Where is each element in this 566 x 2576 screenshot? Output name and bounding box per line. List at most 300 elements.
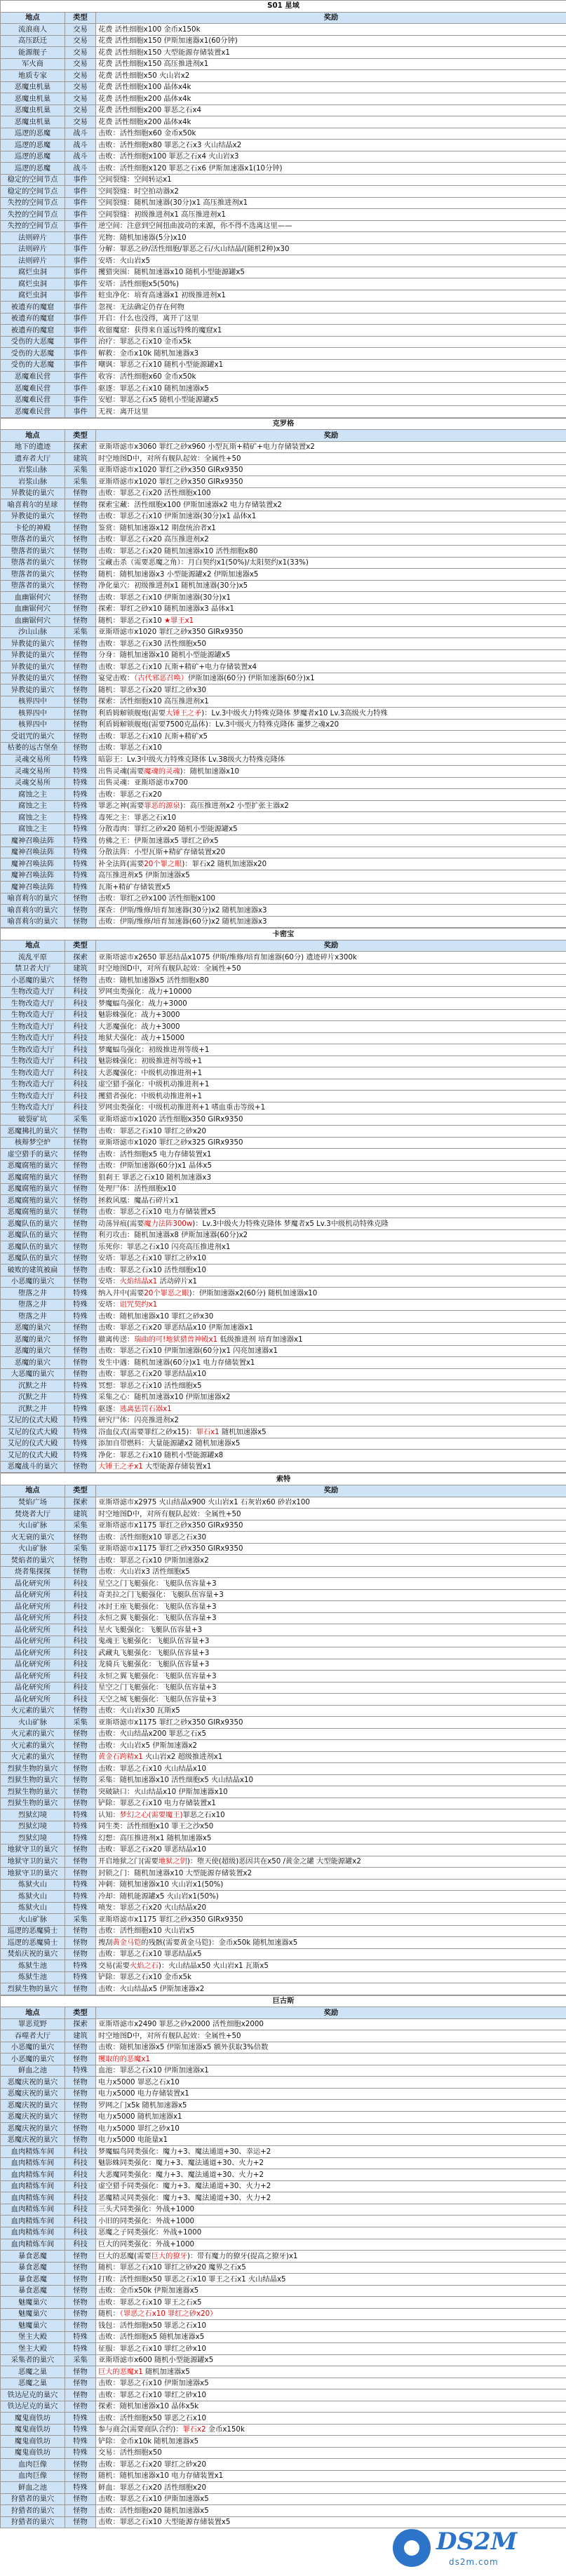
type-cell: 战斗 (65, 128, 96, 140)
reward-cell: 罗网虫类强化：战力+10000 (96, 986, 566, 998)
type-cell: 怪物 (65, 2366, 96, 2378)
reward-cell: 铲除：罪恶之石x10 电力存储装置x1 (96, 1798, 566, 1809)
reward-cell: 花费 活性细胞x200 晶体x4k (96, 93, 566, 105)
location-cell: 火元素的巢穴 (1, 1751, 65, 1763)
table-row (1, 1137, 566, 1149)
reward-cell: 时空地图D中，对所有舰队起效：全属性+50 (96, 2030, 566, 2042)
section-title: 克罗格 (1, 418, 566, 430)
location-cell: 高压跃迁 (1, 35, 65, 47)
reward-cell: 击败：罪恶之石x10 电力存储装置x5 (96, 1206, 566, 1218)
column-header-row (1, 12, 566, 24)
location-cell: 烈狱幻境 (1, 1809, 65, 1821)
type-cell: 战斗 (65, 163, 96, 175)
type-cell: 科技 (65, 2204, 96, 2216)
reward-cell: 魅影蛛强化：战力+3000 (96, 1009, 566, 1021)
table-row (1, 1751, 566, 1763)
table-row (1, 998, 566, 1010)
table-row (1, 511, 566, 522)
table-row (1, 209, 566, 221)
table-row (1, 823, 566, 835)
type-cell: 科技 (65, 2169, 96, 2181)
location-cell: 岩浆山脉 (1, 464, 65, 476)
type-cell: 怪物 (65, 1925, 96, 1937)
reward-cell: 魅影蛛强化：初级推进剂等级+1 (96, 1056, 566, 1067)
type-cell: 事件 (65, 186, 96, 198)
reward-cell: 击败：罪恶之石x20 罪恶结晶x10 (96, 1368, 566, 1380)
table-row (1, 882, 566, 893)
table-row (1, 35, 566, 47)
location-cell: 失控的空间节点 (1, 197, 65, 209)
location-cell: 恶魔拂扎的巢穴 (1, 1126, 65, 1138)
table-row (1, 2470, 566, 2482)
location-cell: 晶化研究所 (1, 1659, 65, 1671)
location-cell: 堕落者的巢穴 (1, 569, 65, 581)
table-row (1, 336, 566, 348)
location-cell: 生物改造大厅 (1, 1032, 65, 1044)
location-cell: 受伤的大恶魔 (1, 348, 65, 360)
table-row (1, 1948, 566, 1960)
table-row (1, 2274, 566, 2286)
type-cell: 怪物 (65, 2320, 96, 2332)
table-row (1, 743, 566, 755)
reward-cell: 净化：罪恶之石x10 随机小型能源罐x8 (96, 1450, 566, 1462)
type-cell: 怪物 (65, 708, 96, 720)
table-row (1, 128, 566, 140)
type-cell: 科技 (65, 1589, 96, 1601)
reward-cell: 打败：活性细胞x50 罪恶之石x10 罪王之石x1 火山结晶x5 (96, 2274, 566, 2286)
location-cell: 生物改造大厅 (1, 1056, 65, 1067)
reward-cell: 亚斯塔滤市x2650 罪恶结晶x1075 伊斯/维修/培育加速器(60分) 遗迹碎片x300k (96, 952, 566, 964)
type-cell: 建筑 (65, 1509, 96, 1520)
reward-cell: 幻想：高压推进剂x1 随机加速器x5 (96, 1833, 566, 1845)
reward-cell: 利盾姆解锁舰炮(需要7500克晶体)：Lv.3中级火力特殊克隆体 噩梦之魂x20 (96, 719, 566, 731)
reward-cell: 逆空间：注意到空间扭曲波动的来源，你不得不选离这里—— (96, 220, 566, 232)
highlighted-reward: 巨大的獠牙 (151, 2251, 187, 2260)
reward-cell: 击败：随机加速器x5 伊斯加速器x5 额外获取3%倍数 (96, 2042, 566, 2054)
reward-cell: 空间裂缝：空间转运x1 (96, 174, 566, 186)
type-cell: 怪物 (65, 1740, 96, 1752)
type-cell: 怪物 (65, 2251, 96, 2263)
type-cell: 怪物 (65, 893, 96, 905)
table-row (1, 2216, 566, 2227)
reward-cell: 击败：火山岩x30 瓦斯x5 (96, 1705, 566, 1717)
table-row (1, 2018, 566, 2030)
location-cell: 流乱平原 (1, 952, 65, 964)
location-cell: 巡逻的恶魔 (1, 128, 65, 140)
location-cell: 虚空猎手的巢穴 (1, 1149, 65, 1161)
reward-cell: 击败：罪恶之石x10 火山结晶x10 (96, 1763, 566, 1775)
location-cell: 禁卫者大厅 (1, 963, 65, 975)
table-row (1, 2204, 566, 2216)
reward-cell: 蛀虫净化：培育高速器x1 初级推进剂x1 (96, 290, 566, 302)
location-cell: 堕落之井 (1, 1311, 65, 1323)
location-cell: 魔鬼商铁坊 (1, 2424, 65, 2436)
type-cell: 交易 (65, 47, 96, 59)
table-row (1, 2146, 566, 2158)
type-cell: 采集 (65, 2354, 96, 2366)
location-cell: 枯萎的远古堡垒 (1, 743, 65, 755)
location-cell: 血幽锯何穴 (1, 592, 65, 604)
type-cell: 怪物 (65, 1844, 96, 1856)
location-cell: 血肉精炼车间 (1, 2239, 65, 2251)
table-row (1, 1311, 566, 1323)
reward-cell: 花费 活性细胞x150 伊斯加速器x1(60分钟) (96, 35, 566, 47)
table-row (1, 1403, 566, 1415)
column-header-row (1, 940, 566, 952)
reward-cell: 喷发：罪恶之石x20 火山结晶x20 (96, 1902, 566, 1914)
reward-cell: 冰封王座飞艇强化：飞艇队伍容量+3 (96, 1601, 566, 1613)
table-row (1, 812, 566, 824)
table-row (1, 1786, 566, 1798)
type-cell: 怪物 (65, 546, 96, 558)
reward-cell: 击败：罪恶之石x10 罪红之砂x20 (96, 1126, 566, 1138)
table-row (1, 140, 566, 151)
location-cell: 魔神召唤法阵 (1, 870, 65, 882)
location-cell: 核界四中 (1, 696, 65, 708)
location-cell: 恶魔的巢穴 (1, 1357, 65, 1369)
type-cell: 怪物 (65, 731, 96, 743)
watermark-site: ds2m.com (449, 2557, 499, 2567)
location-cell: 暴食恶魔 (1, 2262, 65, 2274)
location-cell: 恶魔难民营 (1, 383, 65, 395)
type-cell: 怪物 (65, 511, 96, 522)
location-cell: 艾尼的仪式大殿 (1, 1450, 65, 1462)
table-row (1, 2077, 566, 2089)
type-cell: 怪物 (65, 2505, 96, 2517)
table-row (1, 1265, 566, 1276)
type-cell: 特殊 (65, 1891, 96, 1903)
table-row (1, 394, 566, 406)
table-row (1, 1067, 566, 1079)
reward-cell: 击败：罪恶之石x10 伊斯加速器(30分)x1 晶体x1 (96, 511, 566, 522)
table-row (1, 1509, 566, 1520)
type-cell: 怪物 (65, 1763, 96, 1775)
location-cell: 地质专家 (1, 70, 65, 82)
location-cell: 恶魔庆祝的巢穴 (1, 2123, 65, 2135)
reward-cell: 冲刺：随机加速器x10 火山岩x1(50%) (96, 1879, 566, 1891)
reward-cell: 击败：活性细胞x20 随机加速器x5 (96, 2505, 566, 2517)
location-cell: 稳定的空间节点 (1, 174, 65, 186)
location-cell: 巡逻的恶魔骑士 (1, 1937, 65, 1949)
highlighted-reward: 大锤王之矛 (166, 708, 202, 717)
table-row (1, 2378, 566, 2389)
reward-cell: 亚斯塔滤市x1175 罪红之砂x350 GIRx9350 (96, 1914, 566, 1926)
location-cell: 喻喜莉尔的星球 (1, 499, 65, 511)
section-title-row (1, 418, 566, 430)
table-row (1, 905, 566, 917)
location-cell: 血肉精炼车间 (1, 2157, 65, 2169)
table-row (1, 383, 566, 395)
table-row (1, 1728, 566, 1740)
type-cell: 战斗 (65, 140, 96, 151)
table-row (1, 2123, 566, 2135)
reward-cell: 鉴赏：随机加速器x12 期盘统治者x1 (96, 522, 566, 534)
location-cell: 炼狱火山 (1, 1891, 65, 1903)
location-cell: 炼狱生池 (1, 1960, 65, 1972)
location-cell: 巡逻的恶魔骑士 (1, 1925, 65, 1937)
reward-cell: 大锤王之矛x1 大型能源存储装置x1 (96, 1461, 566, 1473)
location-cell: 恶魔庆祝的巢穴 (1, 2100, 65, 2112)
table-row (1, 1520, 566, 1532)
location-cell: 血幽锯何穴 (1, 615, 65, 627)
reward-cell: 开启地狱之门(需要地狱之钥)：堕天使(超级)恶因共在x50 /黄金之罐 大型能源罐x2 (96, 1856, 566, 1868)
table-row (1, 70, 566, 82)
type-cell: 特殊 (65, 754, 96, 766)
location-cell: 生物改造大厅 (1, 1021, 65, 1033)
location-cell: 巡逻的恶魔 (1, 140, 65, 151)
location-cell: 艾尼的仪式大殿 (1, 1438, 65, 1450)
type-cell: 怪物 (65, 1195, 96, 1207)
table-row (1, 975, 566, 987)
reward-cell: 浴血仪式(需要罪红之砂x15)：罪石x1 随机加速器x5 (96, 1427, 566, 1438)
reward-cell: 血池：罪恶之石x10 伊斯加速器x1 (96, 2065, 566, 2077)
type-cell: 科技 (65, 1682, 96, 1694)
table-row (1, 696, 566, 708)
location-cell: 恶魔腐殖的巢穴 (1, 1172, 65, 1184)
reward-cell: 击败：活性细胞x5 电力存储装置x1 (96, 1149, 566, 1161)
location-cell: 火元素的巢穴 (1, 1728, 65, 1740)
location-cell: 异教徒的巢穴 (1, 673, 65, 685)
reward-cell: 宝藏击杀（需要恶魔之角）：月白契约x1(50%)/太阳契约x1(33%) (96, 557, 566, 569)
table-row (1, 1391, 566, 1403)
table-row (1, 1960, 566, 1972)
location-cell: 血肉精炼车间 (1, 2227, 65, 2239)
location-cell: 烈狱幻境 (1, 1833, 65, 1845)
location-cell: 遗弃者大厅 (1, 453, 65, 465)
type-cell: 事件 (65, 348, 96, 360)
reward-cell: 花费 活性细胞x150 高压推进剂x1 (96, 58, 566, 70)
type-cell: 采集 (65, 464, 96, 476)
type-cell: 怪物 (65, 2077, 96, 2089)
table-row (1, 766, 566, 778)
location-cell: 法则碎片 (1, 243, 65, 255)
location-cell: 晶化研究所 (1, 1671, 65, 1683)
section-title: S01 星域 (1, 1, 566, 13)
type-cell: 怪物 (65, 1265, 96, 1276)
type-cell: 建筑 (65, 963, 96, 975)
table-row (1, 278, 566, 290)
table-row (1, 1612, 566, 1624)
reward-cell: 封锁之门：随机加速器x10 大型能源存储装置x2 (96, 1868, 566, 1880)
table-row (1, 952, 566, 964)
column-header: 奖励 (96, 940, 566, 952)
reward-cell: 永恒之翼飞艇强化：飞艇队伍容量+3 (96, 1612, 566, 1624)
reward-cell: 巨大的同类强化：外战+1000 (96, 2239, 566, 2251)
table-row (1, 93, 566, 105)
reward-cell: 亚斯塔滤市x2975 火山结晶x900 火山岩x1 石灰岩x60 砂岩x100 (96, 1497, 566, 1509)
location-cell: 法则碎片 (1, 232, 65, 244)
table-row (1, 151, 566, 163)
table-row (1, 267, 566, 278)
reward-cell: 击败：罪恶之石x10 (96, 743, 566, 755)
column-header: 奖励 (96, 12, 566, 24)
type-cell: 交易 (65, 70, 96, 82)
location-cell: 生物改造大厅 (1, 1009, 65, 1021)
location-cell: 魔神召唤法阵 (1, 847, 65, 858)
table-row (1, 1009, 566, 1021)
location-cell: 焚焰广场 (1, 1497, 65, 1509)
table-row (1, 1461, 566, 1473)
column-header: 奖励 (96, 2007, 566, 2019)
column-header: 奖励 (96, 1485, 566, 1497)
reward-cell: 探索：罪红之砂x10 随机加速器x3 晶体x1 (96, 603, 566, 615)
reward-cell: 出售灵魂(需要魔魂的灵魂)：随机加速器x10 (96, 766, 566, 778)
reward-cell: 亚斯塔滤市x3060 罪红之砂x960 小型瓦斯+精矿+电力存储装置x2 (96, 441, 566, 453)
reward-cell: 开启：什么也没得，离开了这里 (96, 313, 566, 325)
highlighted-reward: （罪恶之石x10 罪红之砂x20） (119, 2309, 217, 2319)
reward-cell: 发生中遇：随机加速器(60分)x1 电力存储装置x1 (96, 1357, 566, 1369)
table-row (1, 1589, 566, 1601)
highlighted-reward: 逃离惩罚石器x1 (119, 1404, 172, 1413)
location-cell: 恶魔虫机巢 (1, 93, 65, 105)
table-row (1, 592, 566, 604)
type-cell: 事件 (65, 359, 96, 371)
location-cell: 血肉精炼车间 (1, 2180, 65, 2192)
reward-cell: 瓦斯+精矿存储装置x5 (96, 882, 566, 893)
type-cell: 特殊 (65, 847, 96, 858)
reward-cell: 击败：罪恶之石x10 伊斯加速器(30分)x1 (96, 592, 566, 604)
reward-cell: 随机：罪恶之石x10 ★罪王x1 (96, 615, 566, 627)
type-cell: 怪物 (65, 1357, 96, 1369)
reward-cell: 地狱犬强化：战力+15000 (96, 1032, 566, 1044)
type-cell: 交易 (65, 58, 96, 70)
table-row (1, 1914, 566, 1926)
type-cell: 科技 (65, 1009, 96, 1021)
reward-cell: 认知：梦幻之心(需要魔王)罪恶之石x10 (96, 1809, 566, 1821)
location-cell: 受伤的大恶魔 (1, 359, 65, 371)
table-row (1, 2111, 566, 2123)
table-row (1, 1114, 566, 1126)
table-row (1, 835, 566, 847)
type-cell: 交易 (65, 81, 96, 93)
location-cell: 恶魔虫机巢 (1, 104, 65, 116)
section-title-row (1, 1474, 566, 1485)
reward-cell: 搜刮黄金马铠的残骸(需要黄金马铠)：金币x50k 随机加速器x5 (96, 1937, 566, 1949)
location-cell: 暴食恶魔 (1, 2285, 65, 2297)
location-cell: 火元素的巢穴 (1, 1705, 65, 1717)
reward-cell: 永恒之翼飞艇强化：飞艇队伍容量+3 (96, 1671, 566, 1683)
type-cell: 怪物 (65, 1948, 96, 1960)
reward-cell: 亚斯塔滤市x2490 罪恶之砂x2000 活性细胞x2000 (96, 2018, 566, 2030)
type-cell: 科技 (65, 1102, 96, 1114)
location-cell: 炼狱火山 (1, 1902, 65, 1914)
reward-cell: 花费 活性细胞x200 晶体x4k (96, 116, 566, 128)
reward-cell: 净化巢穴：初级推进剂x1 随机加速器(30分)x5 (96, 580, 566, 592)
type-cell: 特殊 (65, 1403, 96, 1415)
table-row (1, 1891, 566, 1903)
reward-cell: 魅影蛛同类强化：魔力+3、魔法通道+30、火力+2 (96, 2157, 566, 2169)
location-cell: 暴食恶魔 (1, 2251, 65, 2263)
location-cell: 晶化研究所 (1, 1578, 65, 1590)
type-cell: 科技 (65, 1659, 96, 1671)
type-cell: 怪物 (65, 1786, 96, 1798)
type-cell: 采集 (65, 626, 96, 638)
reward-cell: 大恶魔强化：战力+3000 (96, 1021, 566, 1033)
reward-cell: 击败：活性细胞x60 金币x50k (96, 128, 566, 140)
type-cell: 怪物 (65, 499, 96, 511)
reward-cell: 治疗：罪恶之石x10 金币x5k (96, 336, 566, 348)
reward-cell: 同生类：活性细胞x10 罪王之沙x50 (96, 1821, 566, 1833)
table-row (1, 2424, 566, 2436)
column-header: 奖励 (96, 430, 566, 442)
location-cell: 被遗弃的魔窟 (1, 325, 65, 337)
section-table (0, 928, 566, 1473)
reward-cell: 交易：活性细胞x50 (96, 2447, 566, 2459)
table-row (1, 557, 566, 569)
reward-cell: 采集：随机加速器x10 活性细胞x5 火山结晶x10 (96, 1774, 566, 1786)
table-row (1, 1902, 566, 1914)
location-cell: 晶化研究所 (1, 1636, 65, 1647)
section-table (0, 1995, 566, 2529)
reward-cell: 高压推进剂x5 伊斯加速器x5 (96, 870, 566, 882)
type-cell: 特殊 (65, 1809, 96, 1821)
reward-cell: 黄金石跨精x1 火山岩x2 超级推进剂x1 (96, 1751, 566, 1763)
type-cell: 怪物 (65, 1126, 96, 1138)
reward-cell: 空间裂缝：时空拍动器x2 (96, 186, 566, 198)
reward-cell: 暗影王：Lv.3中级火力特殊克隆体 Lv.38级火力特殊克隆体 (96, 754, 566, 766)
reward-cell: 时空地图D中，对所有舰队起效：全属性+50 (96, 963, 566, 975)
type-cell: 事件 (65, 220, 96, 232)
location-cell: 魅魔巢穴 (1, 2308, 65, 2320)
table-row (1, 2366, 566, 2378)
reward-cell: 击败：罪恶之石x20 随机加速器x10 活性细胞x80 (96, 546, 566, 558)
reward-cell: 击败：罪恶之石x10 活性细胞x10 (96, 1265, 566, 1276)
location-cell: 生物改造大厅 (1, 986, 65, 998)
type-cell: 事件 (65, 174, 96, 186)
location-cell: 腐蚀之主 (1, 800, 65, 812)
reward-cell: 花费 活性细胞x150 大型能源存储装置x1 (96, 47, 566, 59)
type-cell: 事件 (65, 278, 96, 290)
reward-cell: 分身：随机加速器x10 随机小型能源罐x5 (96, 649, 566, 661)
reward-cell: 击败：活性细胞x5 随机加速器x5 (96, 2331, 566, 2343)
reward-cell: 巨大的恶魔x1 随机加速器x5 (96, 2366, 566, 2378)
type-cell: 怪物 (65, 1705, 96, 1717)
reward-cell: 安慰：罪恶之石x5 随机小型能源罐x5 (96, 394, 566, 406)
location-cell: 生物改造大厅 (1, 1067, 65, 1079)
location-cell: 喻喜莉尔的巢穴 (1, 916, 65, 928)
reward-cell: 探索宝藏：活性细胞x100 伊斯加速器x2 电力存储装置x2 (96, 499, 566, 511)
type-cell: 怪物 (65, 1149, 96, 1161)
table-row (1, 487, 566, 499)
type-cell: 怪物 (65, 522, 96, 534)
location-cell: 核界四中 (1, 719, 65, 731)
table-row (1, 2192, 566, 2204)
location-cell: 法则碎片 (1, 255, 65, 267)
table-row (1, 1195, 566, 1207)
location-cell: 异教徒的巢穴 (1, 661, 65, 673)
reward-cell: 击败：罪恶之石x10 伊斯加速器(60分)x1 闪亮加速器x1 (96, 1345, 566, 1357)
type-cell: 怪物 (65, 2470, 96, 2482)
type-cell: 科技 (65, 986, 96, 998)
type-cell: 科技 (65, 1647, 96, 1659)
type-cell: 事件 (65, 313, 96, 325)
reward-cell: 击败：活性细胞x50 罪恶之石x10 (96, 2413, 566, 2425)
type-cell: 科技 (65, 2146, 96, 2158)
type-cell: 科技 (65, 1079, 96, 1091)
reward-cell: 击败：罪红之砂x100 活性细胞x100 (96, 893, 566, 905)
location-cell: 血肉巨像 (1, 2470, 65, 2482)
table-row (1, 2308, 566, 2320)
table-row (1, 1937, 566, 1949)
table-row (1, 1566, 566, 1578)
location-cell: 堕落者的巢穴 (1, 546, 65, 558)
reward-cell: 交易(需要火焰之石)：火山结晶x50 火山岩x1 瓦斯x5 (96, 1960, 566, 1972)
location-cell: 晶化研究所 (1, 1601, 65, 1613)
table-row (1, 916, 566, 928)
table-row (1, 2239, 566, 2251)
type-cell: 怪物 (65, 569, 96, 581)
location-cell: 军火商 (1, 58, 65, 70)
